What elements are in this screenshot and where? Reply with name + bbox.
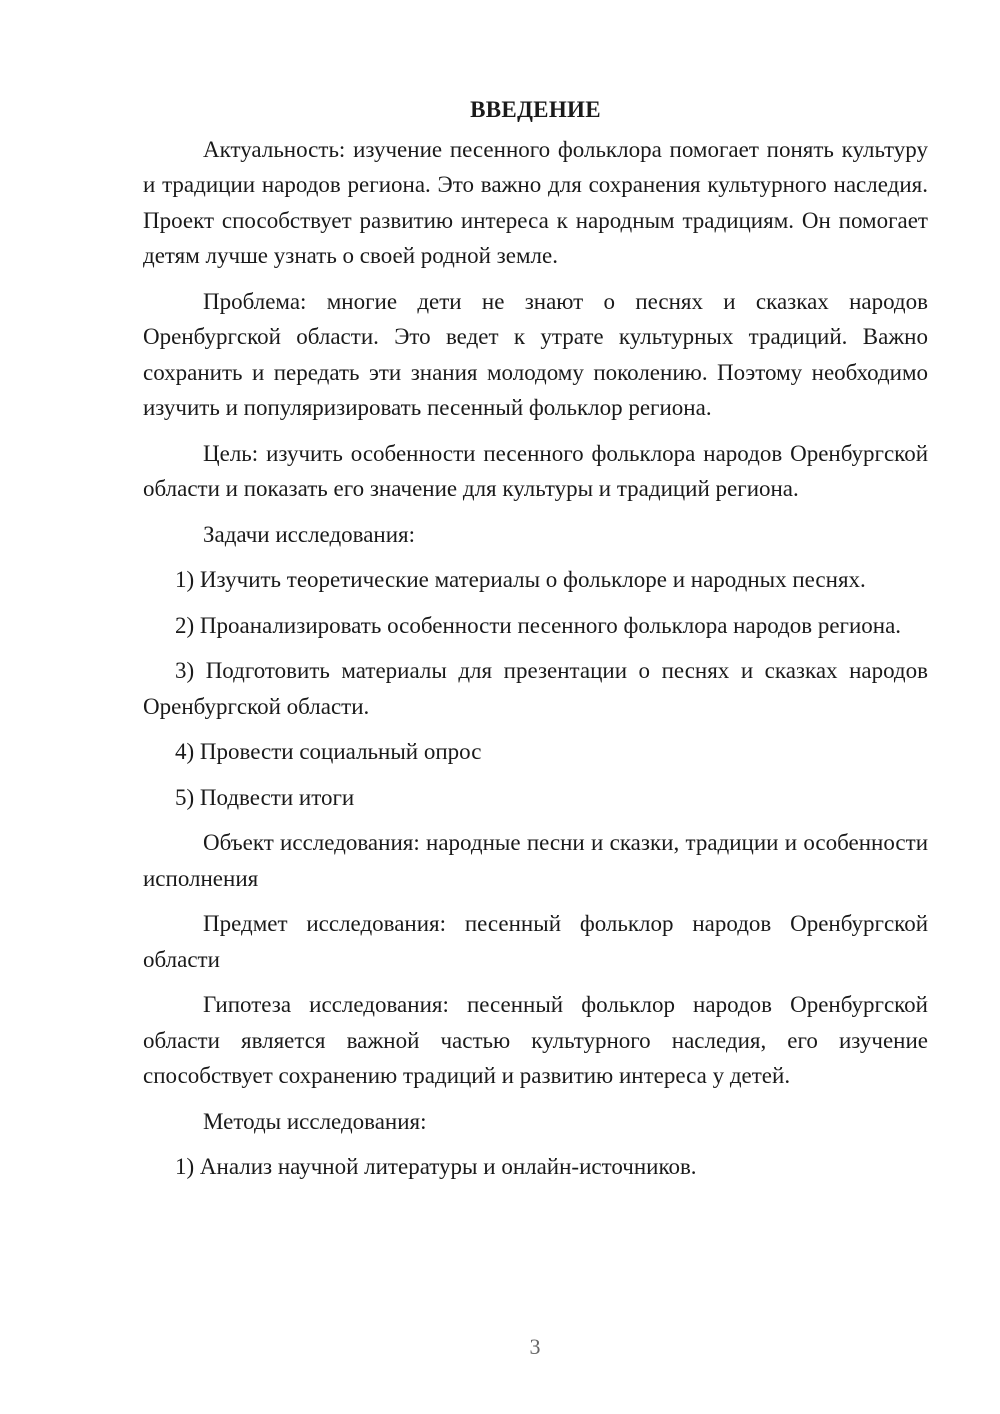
task-item-4: 4) Провести социальный опрос xyxy=(175,739,482,764)
goal-paragraph: Цель: изучить особенности песенного фольклора народов Оренбургской области и показать его значение для культуры и традиций региона. xyxy=(143,440,928,501)
section-title: ВВЕДЕНИЕ xyxy=(470,97,601,122)
task-item-3: 3) Подготовить материалы для презентации о песнях и сказках народов Оренбургской области. xyxy=(143,658,928,719)
method-item-1: 1) Анализ научной литературы и онлайн-источников. xyxy=(175,1154,697,1179)
tasks-heading: Задачи исследования: xyxy=(203,521,416,547)
task-item-2: 2) Проанализировать особенности песенного фольклора народов региона. xyxy=(175,612,902,638)
subject-paragraph: Предмет исследования: песенный фольклор народов Оренбургской области xyxy=(143,911,928,972)
problem-paragraph: Проблема: многие дети не знают о песнях и сказках народов Оренбургской области. Это ведет к утрате культурных традиций. Важно сохранить и передать эти знания молодому поколению. Поэтому необходимо изучить и популяризировать песенный фольклор региона. xyxy=(143,288,928,420)
page-number: 3 xyxy=(529,1334,541,1359)
methods-heading: Методы исследования: xyxy=(203,1108,427,1134)
task-item-5: 5) Подвести итоги xyxy=(175,784,355,810)
document-page xyxy=(143,92,928,1195)
task-item-1: 1) Изучить теоретические материалы о фольклоре и народных песнях. xyxy=(175,567,866,592)
object-paragraph: Объект исследования: народные песни и сказки, традиции и особенности исполнения xyxy=(143,830,928,891)
relevance-paragraph: Актуальность: изучение песенного фольклора помогает понять культуру и традиции народов региона. Это важно для сохранения культурного наследия. Проект способствует развитию интереса к народным традициям. Он помогает детям лучше узнать о своей родной земле. xyxy=(143,136,928,268)
hypothesis-paragraph: Гипотеза исследования: песенный фольклор народов Оренбургской области является важной частью культурного наследия, его изучение способствует сохранению традиций и развитию интереса у детей. xyxy=(143,992,928,1088)
